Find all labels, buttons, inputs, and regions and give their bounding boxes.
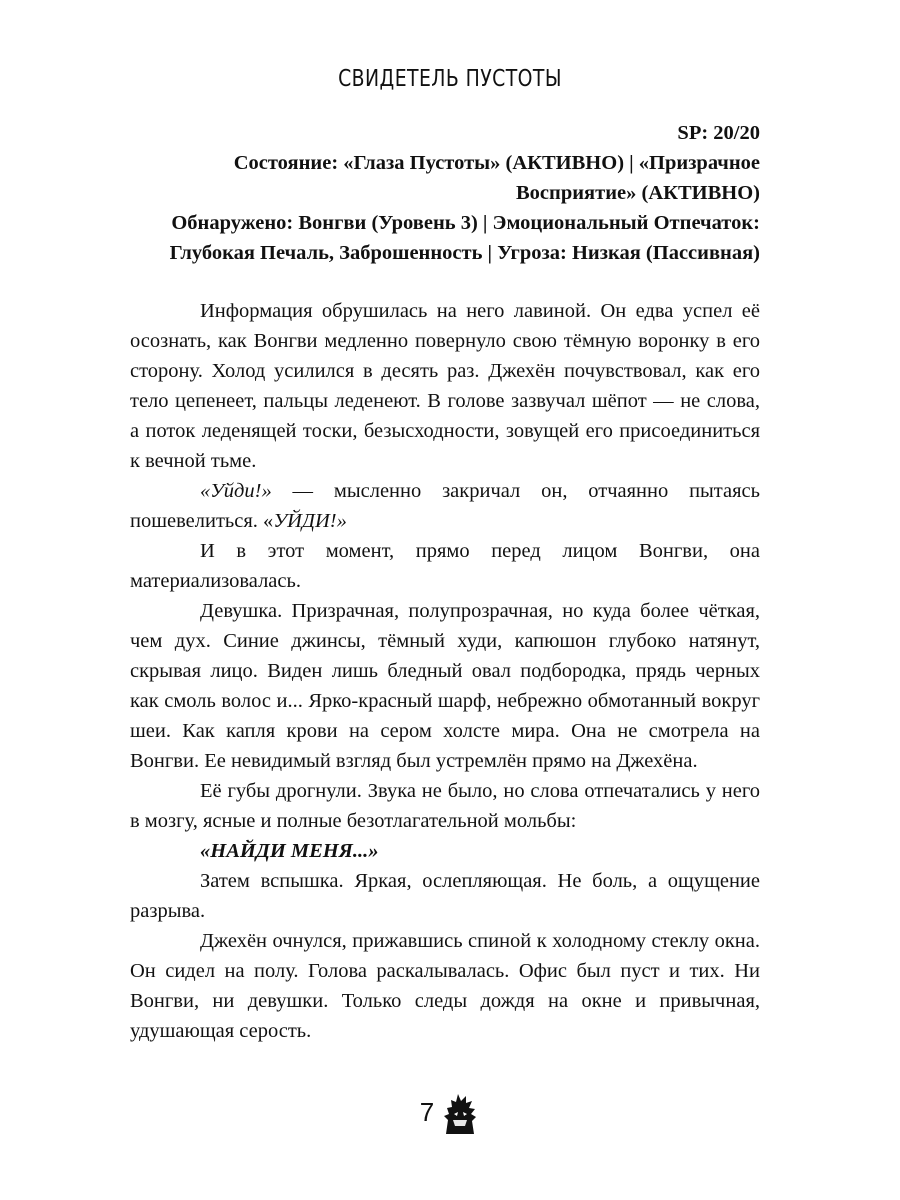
paragraph xyxy=(130,476,760,536)
page-footer xyxy=(0,1090,900,1134)
paragraph: Девушка. Призрачная, полупрозрачная, но куда более чёткая, чем дух. Синие джинсы, тёмный худи, капюшон глубоко натянут, скрывая лицо. Виден лишь бледный овал подбородка, прядь черных как смоль волос и... Ярко-красный шарф, небрежно обмотанный вокруг шеи. Как капля крови на сером холсте мира. Она не смотрела на Вонгви. Ее невидимый взгляд был устремлён прямо на Джехёна. xyxy=(130,600,760,772)
status-line: Восприятие» (АКТИВНО) xyxy=(516,182,760,204)
status-line: Глубокая Печаль, Заброшенность | Угроза: Низкая (Пассивная) xyxy=(169,242,760,264)
status-line: Обнаружено: Вонгви (Уровень 3) | Эмоциональный Отпечаток: xyxy=(171,212,760,234)
italic-quote: «Уйди!» xyxy=(200,480,272,502)
status-line: SP: 20/20 xyxy=(677,122,760,144)
body-text xyxy=(130,296,760,1046)
status-block xyxy=(140,118,760,268)
paragraph-emphasis: «НАЙДИ МЕНЯ...» xyxy=(200,840,379,862)
paragraph: И в этот момент, прямо перед лицом Вонгви, она материализовалась. xyxy=(130,540,760,592)
italic-quote: УЙДИ!» xyxy=(273,510,347,532)
paragraph: Затем вспышка. Яркая, ослепляющая. Не боль, а ощущение разрыва. xyxy=(130,870,760,922)
paragraph: Её губы дрогнули. Звука не было, но слова отпечатались у него в мозгу, ясные и полные безотлагательной мольбы: xyxy=(130,780,760,832)
paragraph: Информация обрушилась на него лавиной. Он едва успел её осознать, как Вонгви медленно повернуло свою тёмную воронку в его сторону. Холод усилился в десять раз. Джехён почувствовал, как его тело цепенеет, пальцы леденеют. В голове зазвучал шёпот — не слова, а поток леденящей тоски, безысходности, зовущей его присоединиться к вечной тьме. xyxy=(130,300,760,472)
page-number: 7 xyxy=(419,1096,435,1127)
hooded-figure-icon xyxy=(440,1090,480,1134)
paragraph: Джехён очнулся, прижавшись спиной к холодному стеклу окна. Он сидел на полу. Голова раскалывалась. Офис был пуст и тих. Ни Вонгви, ни девушки. Только следы дождя на окне и привычная, удушающая серость. xyxy=(130,930,760,1042)
paragraph-text: — мысленно закричал он, отчаянно пытаясь пошевелиться. « xyxy=(130,480,760,532)
running-title: СВИДЕТЕЛЬ ПУСТОТЫ xyxy=(338,66,562,92)
status-line: Состояние: «Глаза Пустоты» (АКТИВНО) | «Призрачное xyxy=(233,152,760,174)
